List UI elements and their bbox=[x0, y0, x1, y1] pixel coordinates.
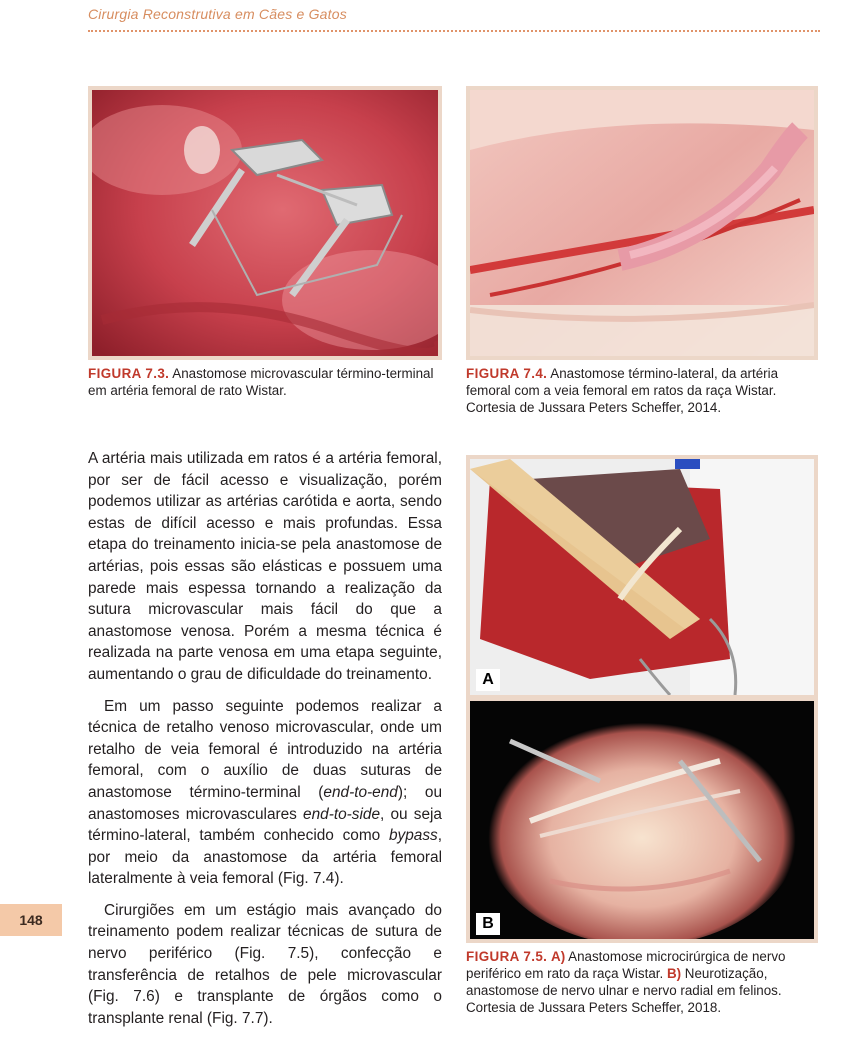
panel-a-letter: A bbox=[476, 669, 500, 691]
panel-b-marker: B) bbox=[666, 966, 682, 981]
figure-7-3-caption bbox=[88, 365, 444, 399]
figure-7-3-photo bbox=[88, 86, 442, 360]
figure-7-5a-photo bbox=[466, 455, 818, 699]
figure-7-5-caption bbox=[466, 948, 820, 1016]
body-paragraph-1: A artéria mais utilizada em ratos é a artéria femoral, por ser de fácil acesso e visualização, porém podemos utilizar as artérias carótida e aorta, sendo estas de difícil acesso e mais profundas. Essa etapa do treinamento inicia-se pela anastomose de artérias, pois essas são elásticas e possuem uma parede mais espessa tornando a realização da sutura microvascular mais fácil do que a anastomose venosa. Porém a mesma técnica é realizada na parte venosa em uma etapa seguinte, aumentando o grau de dificuldade do treinamento. bbox=[88, 450, 442, 683]
figure-7-5-caption-b-text: Neurotização, anastomose de nervo ulnar e nervo radial em felinos. Cortesia de Jussara Peters Scheffer, 2018. bbox=[466, 966, 782, 1015]
term-end-to-side: end-to-side bbox=[303, 805, 381, 823]
term-bypass: bypass bbox=[388, 827, 438, 845]
figure-7-4-label: FIGURA 7.4. bbox=[466, 366, 548, 381]
figure-7-3-caption-text: Anastomose microvascular término-terminal em artéria femoral de rato Wistar. bbox=[88, 366, 434, 398]
panel-a-marker: A) bbox=[551, 949, 566, 964]
nerve-anastomosis-photo bbox=[470, 459, 814, 695]
term-end-to-end: end-to-end bbox=[323, 783, 398, 801]
body-paragraph-3: Cirurgiões em um estágio mais avançado do treinamento podem realizar técnicas de sutura de nervo periférico (Fig. 7.5), confecção e transferência de retalhos de pele microvascular (Fig. 7.6) e transplante de órgãos como o transplante renal (Fig. 7.7). bbox=[88, 901, 442, 1027]
figure-7-4-caption bbox=[466, 365, 820, 416]
body-paragraph-2-part-3: , ou seja término-lateral, também conhecido como bbox=[88, 805, 442, 845]
figure-7-5b-photo bbox=[466, 697, 818, 943]
body-paragraph-2 bbox=[88, 696, 442, 890]
body-text-column bbox=[88, 448, 442, 1039]
body-paragraph-2-part-2: ); ou anastomoses microvasculares bbox=[88, 783, 442, 823]
figure-7-4-caption-text: Anastomose término-lateral, da artéria femoral com a veia femoral em ratos da raça Wistar. Cortesia de Jussara Peters Scheffer, 2014. bbox=[466, 366, 779, 415]
header-dotted-rule bbox=[88, 30, 820, 32]
figure-7-4-photo bbox=[466, 86, 818, 360]
microvascular-clamp-photo bbox=[92, 90, 438, 356]
figure-7-3-label: FIGURA 7.3. bbox=[88, 366, 170, 381]
panel-b-letter: B bbox=[476, 913, 500, 935]
figure-7-5-caption-a-text: Anastomose microcirúrgica de nervo periférico em rato da raça Wistar. bbox=[466, 949, 786, 981]
running-header: Cirurgia Reconstrutiva em Cães e Gatos bbox=[88, 6, 347, 22]
figure-7-5-label: FIGURA 7.5. bbox=[466, 949, 548, 964]
neurotization-photo bbox=[470, 701, 814, 939]
page-number: 148 bbox=[0, 904, 62, 936]
femoral-anastomosis-photo bbox=[470, 90, 814, 356]
body-paragraph-2-part-4: , por meio da anastomose da artéria femoral lateralmente à veia femoral (Fig. 7.4). bbox=[88, 827, 442, 888]
body-paragraph-2-part-1: Em um passo seguinte podemos realizar a técnica de retalho venoso microvascular, onde um retalho de veia femoral é introduzido na artéria femoral, com o auxílio de duas suturas de anastomose término-terminal ( bbox=[88, 697, 442, 801]
